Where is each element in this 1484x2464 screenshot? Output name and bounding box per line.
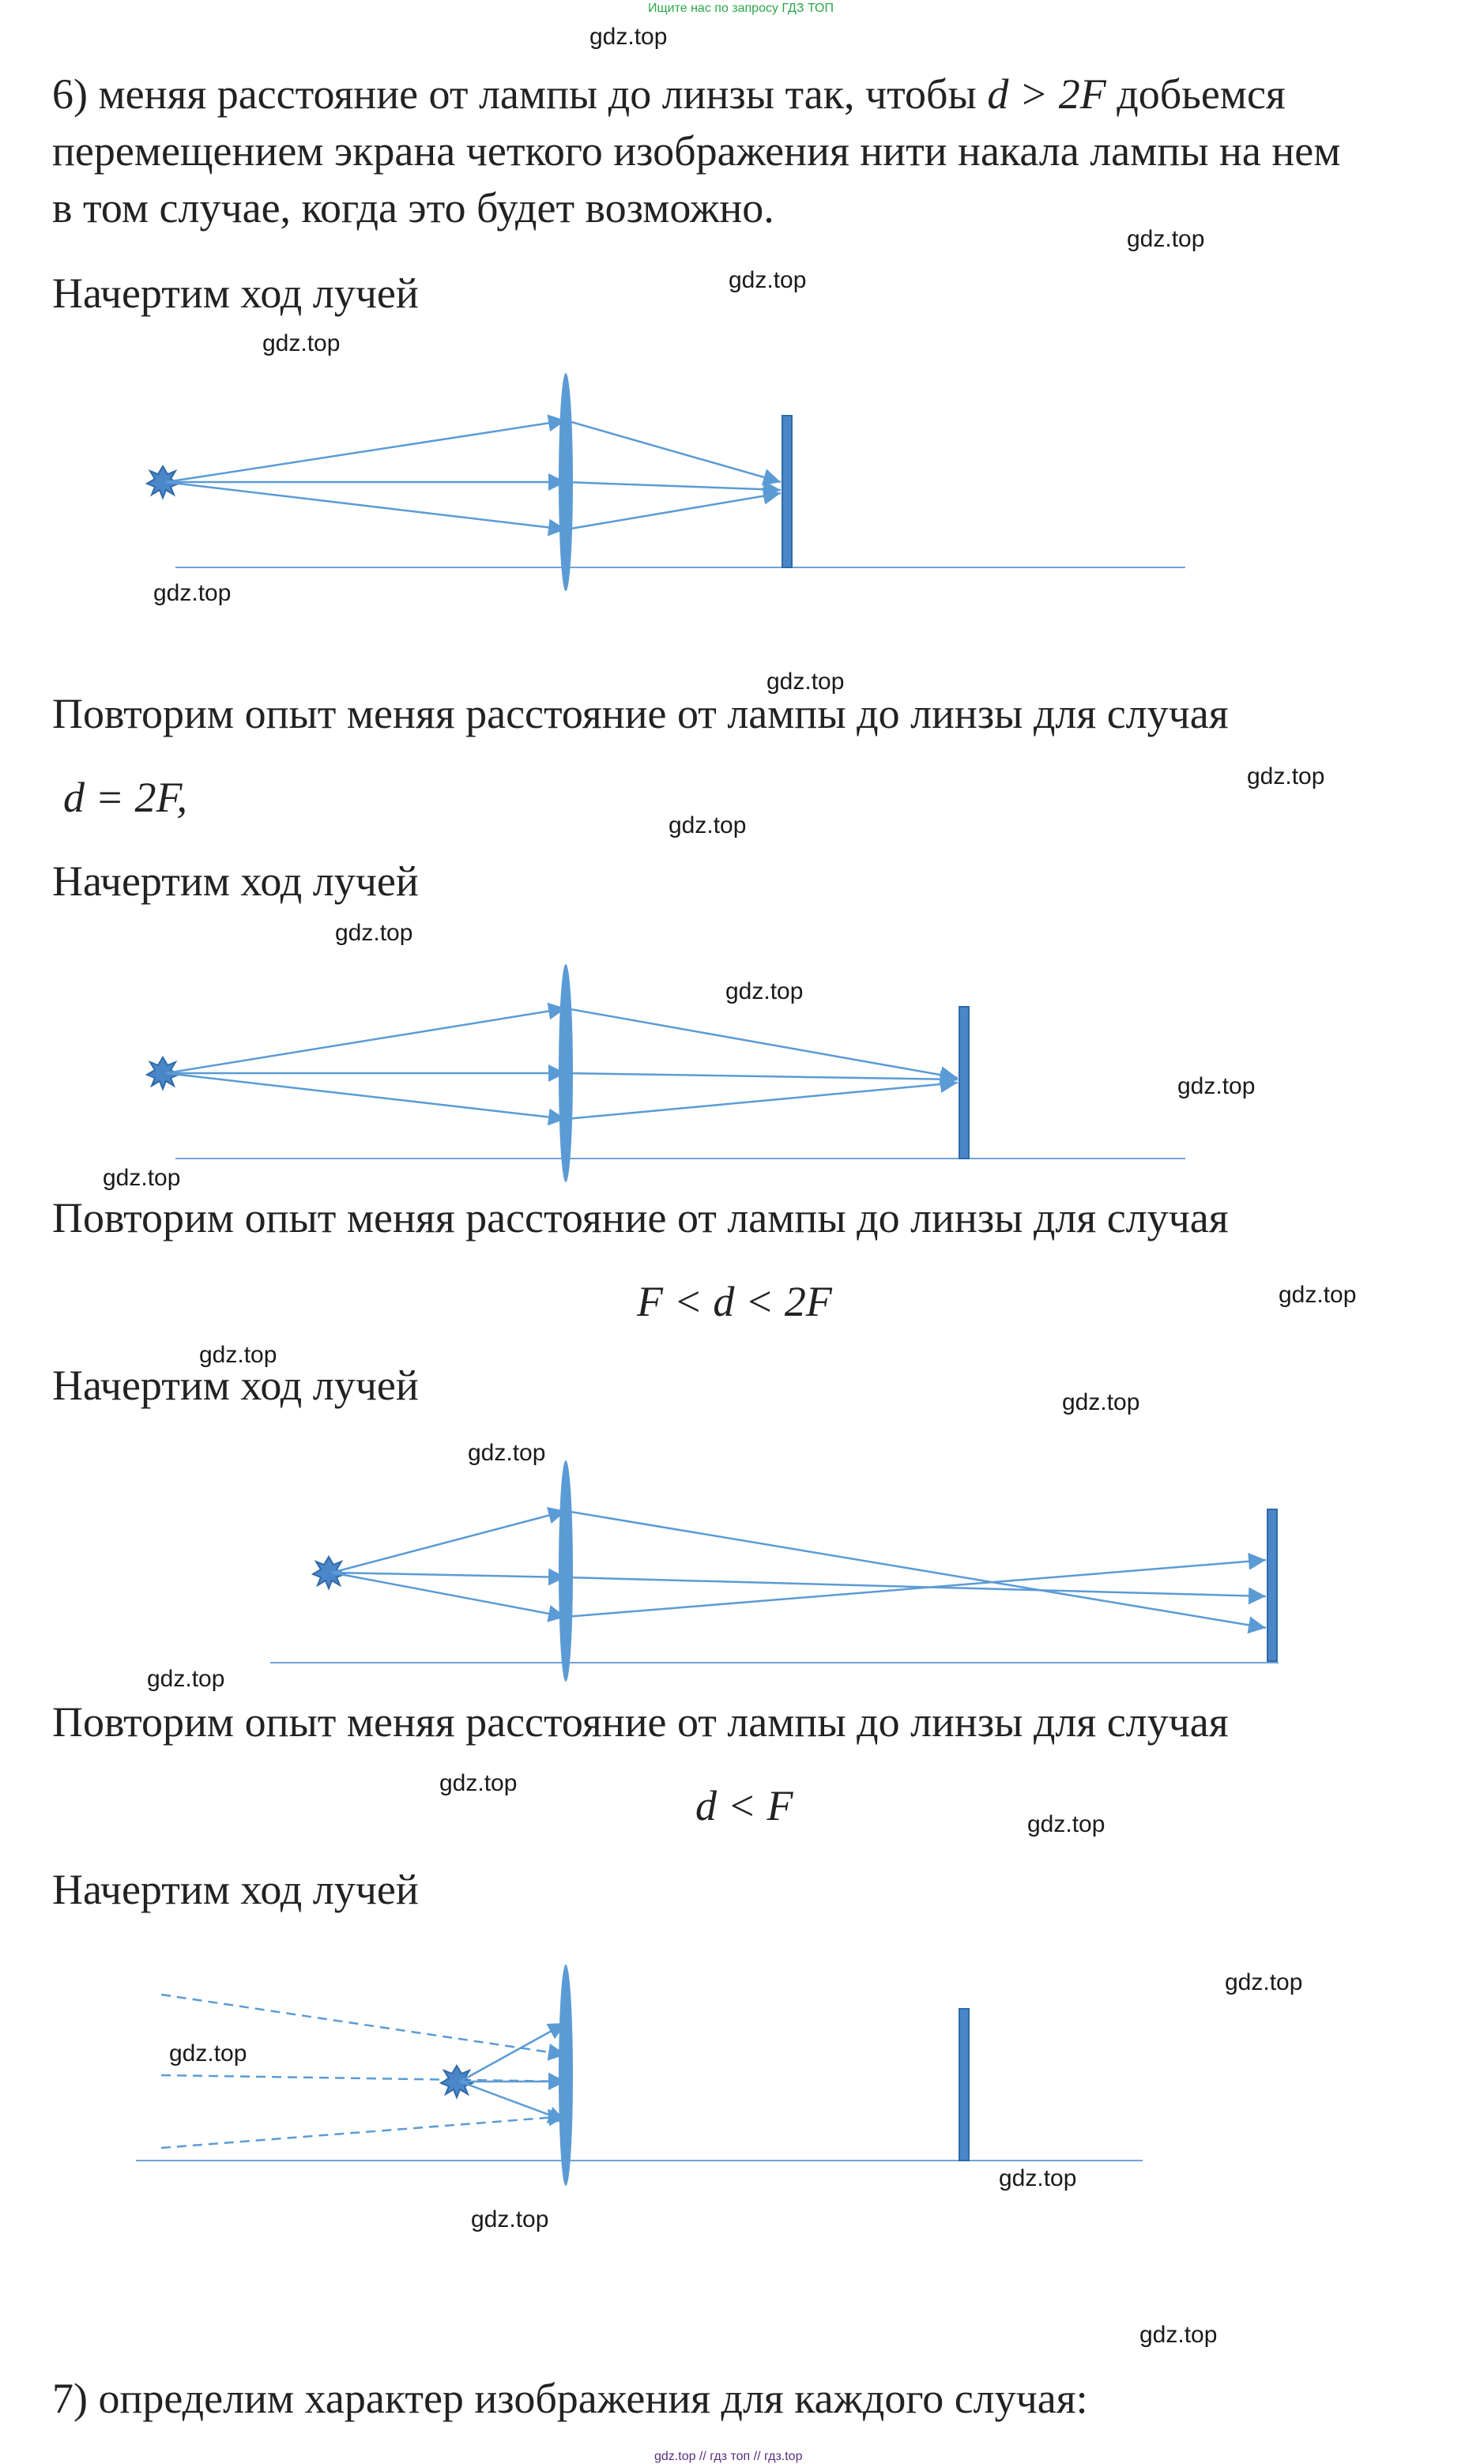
watermark: gdz.top [335,920,413,946]
watermark: gdz.top [729,267,807,293]
section-heading: Начертим ход лучей [52,269,419,317]
ray-line [332,1573,566,1577]
section-heading: Начертим ход лучей [52,857,419,905]
watermark: gdz.top [999,2165,1077,2191]
screen [959,1007,969,1159]
lens [559,1460,573,1682]
watermark: gdz.top [1225,1969,1303,1995]
ray-line [566,493,781,529]
watermark: gdz.top [1139,2322,1218,2348]
formula: d < F [695,1782,793,1829]
watermark: gdz.top [262,330,341,356]
formula: d = 2F, [63,774,187,821]
ray-line [566,1008,958,1078]
paragraph-line: в том случае, когда это будет возможно. [52,184,774,232]
watermark: gdz.top [1127,226,1205,252]
watermark: gdz.top [468,1440,546,1466]
ray-line [166,482,566,529]
paragraph-line: 7) определим характер изображения для каждого случая: [52,2375,1088,2422]
ray-line [332,1573,566,1617]
ray-line [566,1073,958,1079]
ray-diagram-d-less-f [0,1944,1484,2197]
ray-line [566,482,781,490]
watermark: gdz.top [766,669,845,695]
inline-formula: d > 2F [987,70,1106,118]
site-banner[interactable]: Ищите нас по запросу ГДЗ ТОП [648,2,834,15]
watermark: gdz.top [1279,1282,1357,1308]
paragraph-text: 6) меняя расстояние от лампы до линзы так, чтобы [52,70,988,118]
paragraph-text: добьемся [1105,70,1286,118]
watermark: gdz.top [1027,1811,1105,1837]
watermark: gdz.top [153,580,232,606]
ray-line [166,1073,566,1119]
ray-line [460,2023,566,2082]
screen [959,2009,969,2161]
paragraph-line: Повторим опыт меняя расстояние от лампы до линзы для случая [52,1698,1229,1746]
watermark: gdz.top [147,1666,225,1692]
ray-line [566,420,781,482]
virtual-ray-line [161,1995,566,2055]
screen [782,416,792,567]
watermark: gdz.top [1062,1389,1140,1415]
watermark: gdz.top [169,2040,247,2067]
ray-line [566,1083,958,1119]
watermark: gdz.top [439,1770,518,1796]
watermark: gdz.top [1177,1073,1256,1099]
ray-line [166,1008,566,1073]
watermark: gdz.top [669,812,747,838]
section-heading: Начертим ход лучей [52,1362,419,1409]
ray-diagram-f-less-d-less-2f [0,1454,1484,1691]
watermark: gdz.top [725,978,804,1004]
watermark: gdz.top [589,24,668,50]
paragraph-line: перемещением экрана четкого изображения нити накала лампы на нем [52,127,1341,175]
lens [559,1965,573,2186]
paragraph-line: Повторим опыт меняя расстояние от лампы до линзы для случая [52,1194,1229,1241]
ray-line [166,420,566,482]
screen [1267,1509,1277,1661]
section-heading: Начертим ход лучей [52,1866,419,1913]
virtual-ray-line [161,2116,566,2148]
watermark: gdz.top [471,2206,549,2232]
footer-links[interactable]: gdz.top // гдз топ // гдз.top [654,2450,803,2463]
formula: F < d < 2F [637,1278,832,1325]
ray-line [332,1511,566,1573]
ray-diagram-d-equals-2f [0,956,1484,1193]
paragraph-line: Повторим опыт меняя расстояние от лампы до линзы для случая [52,690,1229,737]
ray-line [566,1577,1266,1596]
watermark: gdz.top [103,1165,181,1191]
ray-diagram-d-greater-2f [0,364,1484,601]
watermark: gdz.top [1247,763,1325,789]
watermark: gdz.top [199,1342,277,1368]
ray-line [460,2082,566,2121]
